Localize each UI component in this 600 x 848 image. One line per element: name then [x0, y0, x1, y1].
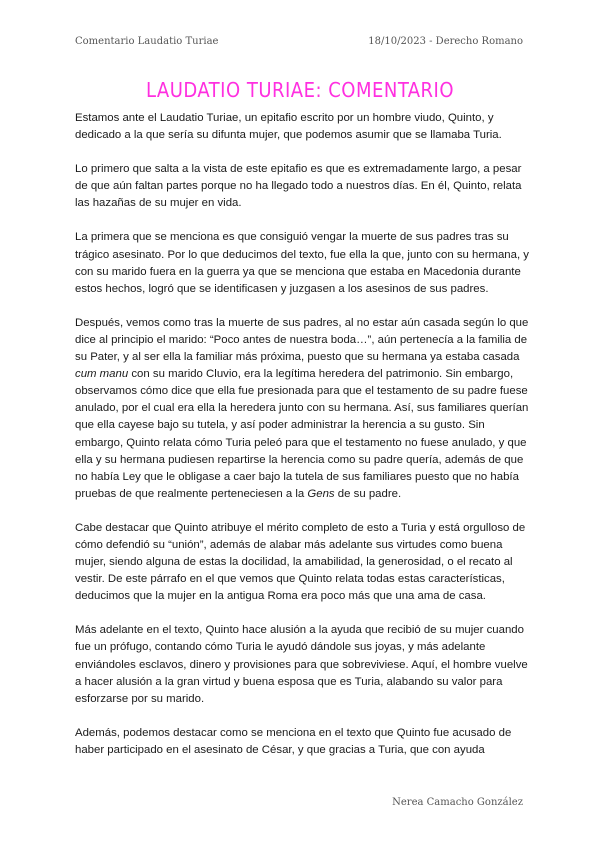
paragraph-1: Estamos ante el Laudatio Turiae, un epitafio escrito por un hombre viudo, Quinto, y dedicado a la que sería su difunta mujer, que podemos asumir que se llamaba Turia.: [75, 112, 502, 142]
page-title: LAUDATIO TURIAE: COMENTARIO: [145, 78, 455, 102]
paragraph-4: [75, 315, 531, 503]
document-body: [75, 110, 531, 776]
paragraph-3: La primera que se menciona es que consiguió vengar la muerte de sus padres tras su trágico asesinato. Por lo que deducimos del texto, fue ella la que, junto con su hermana, y con su marido fuera en la guerra ya que se menciona que estaba en Macedonia durante estos hechos, logró que se identificasen y juzgasen a los asesinos de sus padres.: [75, 231, 530, 295]
header-date-subject: 18/10/2023 - Derecho Romano: [368, 36, 523, 47]
footer-author: Nerea Camacho González: [392, 797, 523, 808]
paragraph-4-part-2: con su marido Cluvio, era la legítima heredera del patrimonio. Sin embargo, observamos cómo dice que ella fue presionada para que el testamento de su padre fuese anulado, por el cual era ella la heredera junto con su hermana. Así, sus familiares querían que ella cayese bajo su tutela, y así poder administrar la herencia a su gusto. Sin embargo, Quinto relata cómo Turia peleó para que el testamento no fuese anulado, y que ella y su hermana pudiesen repartirse la herencia como su padre quería, además de que no había Ley que le obligase a caer bajo la tutela de sus familiares puesto que no había pruebas de que realmente perteneciesen a la: [75, 368, 529, 500]
paragraph-2: Lo primero que salta a la vista de este epitafio es que es extremadamente largo, a pesar de que aún faltan partes porque no ha llegado todo a nuestros días. En él, Quinto, relata las hazañas de su mujer en vida.: [75, 163, 522, 210]
paragraph-5: Cabe destacar que Quinto atribuye el mérito completo de esto a Turia y está orgulloso de cómo defendió su “unión”, además de alabar más adelante sus virtudes como buena mujer, siendo alguna de estas la docilidad, la amabilidad, la generosidad, o el recato al vestir. De este párrafo en el que vemos que Quinto relata todas estas características, deducimos que la mujer en la antigua Roma era poco más que una ama de casa.: [75, 521, 526, 603]
paragraph-4-part-1: Después, vemos como tras la muerte de sus padres, al no estar aún casada según lo que dice al principio el marido: “Poco antes de nuestra boda…”, aún pertenecía a la familia de su Pater, y al ser ella la familiar más próxima, puesto que su hermana ya estaba casada: [75, 316, 529, 364]
paragraph-4-part-3: de su padre.: [334, 487, 402, 500]
paragraph-7: Además, podemos destacar como se menciona en el texto que Quinto fue acusado de haber participado en el asesinato de César, y que gracias a Turia, que con ayuda: [75, 726, 512, 756]
paragraph-6: Más adelante en el texto, Quinto hace alusión a la ayuda que recibió de su mujer cuando fue un prófugo, contando cómo Turia le ayudó dándole sus joyas, y más adelante enviándoles esclavos, dinero y provisiones para que sobreviviese. Aquí, el hombre vuelve a hacer alusión a la gran virtud y buena esposa que es Turia, alabando su valor para esforzarse por su marido.: [75, 624, 528, 705]
header-document-title: Comentario Laudatio Turiae: [75, 36, 219, 47]
paragraph-4-gens: Gens: [307, 487, 335, 500]
paragraph-4-cum-manu: cum manu: [75, 368, 129, 381]
